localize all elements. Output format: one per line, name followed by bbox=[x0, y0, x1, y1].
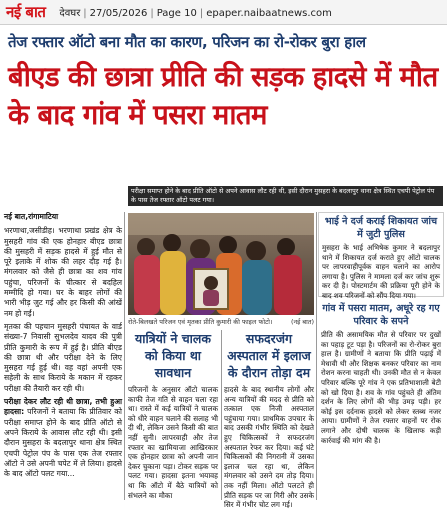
mid-article-1 bbox=[128, 330, 218, 500]
mid-article-1-body: परिजनों के अनुसार ऑटो चालक काफी तेज गति से वाहन चला रहा था। रास्ते में कई यात्रियों ने चालक को धीरे वाहन चलाने की सलाह भी दी थी, लेकिन उसने किसी की बात नहीं सुनी। लापरवाही और तेज रफ्तार का खामियाजा आखिरकार एक होनहार छात्रा को अपनी जान देकर चुकाना पड़ा। टोकर सड़क पर पलट गया। हादसा इतना भयावह था कि ऑटो में बैठे यात्रियों को संभलने का मौका bbox=[128, 385, 218, 500]
article-dateline: नई बात,रांगामाटिया bbox=[4, 212, 59, 221]
article-paragraph: मृतका की पहचान मुसहरी पंचायत के वार्ड संख्या-7 निवासी सुभलदेव यादव की पुत्री प्रीति कुमारी के रूप में हुई है। प्रीति बीएड की छात्रा थी और परीक्षा देने के लिए मुसहरा गई हुई थी। वह वहां अपनी एक सहेली के साथ किराये के मकान में रहकर परीक्षा की तैयारी कर रही थी। bbox=[4, 321, 122, 393]
right-article-1-body: मुसहरा के भाई अभिषेक कुमार ने बदलापुर थाने में शिकायत दर्ज कराते हुए ऑटो चालक पर लापरवाहीपूर्वक वाहन चलाने का आरोप लगाया है। पुलिस ने मामला दर्ज कर जांच शुरू कर दी है। पोस्टमार्टम की प्रक्रिया पूरी होने के बाद शव परिजनों को सौंप दिया गया। bbox=[322, 243, 440, 300]
mid-article-1-heading: यात्रियों ने चालक को किया था सावधान bbox=[134, 331, 211, 380]
page-number: Page 10 bbox=[156, 8, 197, 19]
right-article-1-heading: भाई ने दर्ज कराई शिकायत जांच में जुटी पुलिस bbox=[324, 216, 438, 240]
mourners-photo-illustration bbox=[128, 213, 314, 315]
mid-article-2-body: हादसे के बाद स्थानीय लोगों और अन्य यात्रियों की मदद से प्रीति को तत्काल एक निजी अस्पताल पहुंचाया गया। प्राथमिक उपचार के बाद उसकी गंभीर स्थिति को देखते हुए चिकित्सकों ने सफदरजंग अस्पताल रेफर कर दिया। कई घंटे चिकित्सकों की निगरानी में उसका इलाज चल रहा था, लेकिन मंगलवार को उसने दम तोड़ दिया। तक नहीं मिला। ऑटो पलटते ही प्रीति सड़क पर जा गिरी और उसके सिर में गंभीर चोट लग गई। bbox=[224, 385, 314, 510]
photo-credit: (नई बात) bbox=[290, 318, 314, 326]
right-article-1 bbox=[318, 212, 444, 300]
article-subheading: परीक्षा देकर लौट रही थी छात्रा, तभी हुआ हादसा: bbox=[4, 397, 122, 417]
photo-overlay-caption: परीक्षा समाप्त होने के बाद प्रीति ऑटो से अपने आवास लौट रही थी, इसी दौरान मुसहरा के बदलापुर थाना क्षेत्र स्थित एचपी पेट्रोल पंप के पास तेज रफ्तार ऑटो पलट गया। bbox=[128, 186, 443, 206]
column-divider bbox=[316, 212, 317, 500]
right-article-2 bbox=[318, 300, 444, 500]
left-article bbox=[4, 212, 122, 500]
article-paragraph: परिजनों ने बताया कि प्रीतिवार को परीक्षा समाप्त होने के बाद प्रीति ऑटो से अपने किराये के आवास लौट रही थी। इसी दौरान मुसहरा के बदलापुर थाना क्षेत्र स्थित एचपी पेट्रोल पंप के पास एक तेज रफ्तार ऑटो ने उसे अपनी चपेट में ले लिया। हादसे के बाद ऑटो पलट गया... bbox=[4, 407, 122, 479]
right-article-2-body: प्रीति की असामयिक मौत से परिवार पर दुखों का पहाड़ टूट पड़ा है। परिजनों का रो-रोकर बुरा हाल है। ग्रामीणों ने बताया कि प्रीति पढ़ाई में मेधावी थी और शिक्षक बनकर परिवार का नाम रोशन करना चाहती थी। उनकी मौत से न केवल परिवार बल्कि पूरे गांव ने एक प्रतिभाशाली बेटी को खो दिया है। शव के गांव पहुंचते ही अंतिम दर्शन के लिए लोगों की भीड़ उमड़ पड़ी। हर कोई इस दर्दनाक हादसे को लेकर स्तब्ध नजर आया। ग्रामीणों ने तेज रफ्तार वाहनों पर रोक लगाने और दोषी चालक के खिलाफ कड़ी कार्रवाई की मांग की है। bbox=[321, 330, 441, 445]
main-headline: बीएड की छात्रा प्रीति की सड़क हादसे में मौत के बाद गांव में पसरा मातम bbox=[8, 61, 438, 131]
mid-article-2 bbox=[224, 330, 314, 510]
mid-article-2-heading: सफदरजंग अस्पताल में इलाज के दौरान तोड़ा दम bbox=[227, 331, 311, 380]
article-paragraph: भरणाथा,जसीडीह। भरणाथा प्रखंड क्षेत्र के मुसहरी गांव की एक होनहार बीएड छात्रा की मुसहरी में सड़क हादसे में हुई मौत से पूरे इलाके में शोक की लहर दौड़ गई है। मंगलवार को जैसे ही छात्रा का शव गांव पहुंचा, परिजनों के चीत्कार से बदहिल मम्मीदि हो गया। घर के बाहर लोगों की भारी भीड़ जुट गई और हर किसी की आंखें नम हो गईं। bbox=[4, 226, 122, 318]
column-divider bbox=[221, 330, 222, 500]
edition-city: देवघर bbox=[59, 8, 81, 19]
column-divider bbox=[124, 212, 125, 500]
site-link[interactable]: epaper.naibaatnews.com bbox=[206, 8, 332, 19]
photo-caption bbox=[128, 317, 314, 326]
news-photo[interactable] bbox=[128, 213, 314, 315]
newspaper-logo[interactable]: नई बात bbox=[6, 3, 46, 21]
edition-date: 27/05/2026 bbox=[89, 8, 148, 19]
right-article-2-heading: गांव में पसरा मातम, अधूरे रह गए परिवार के सपने bbox=[322, 303, 440, 327]
masthead-bar bbox=[0, 0, 447, 25]
photo-caption-text: रोते-बिलखते परिजन एवं मृतका प्रीति कुमारी की फाइल फोटो। bbox=[128, 318, 273, 326]
kicker-headline: तेज रफ्तार ऑटो बना मौत का कारण, परिजन का रो-रोकर बुरा हाल bbox=[8, 33, 366, 51]
edition-meta: देवघर | 27/05/2026 | Page 10 | epaper.naibaatnews.com bbox=[59, 8, 332, 19]
